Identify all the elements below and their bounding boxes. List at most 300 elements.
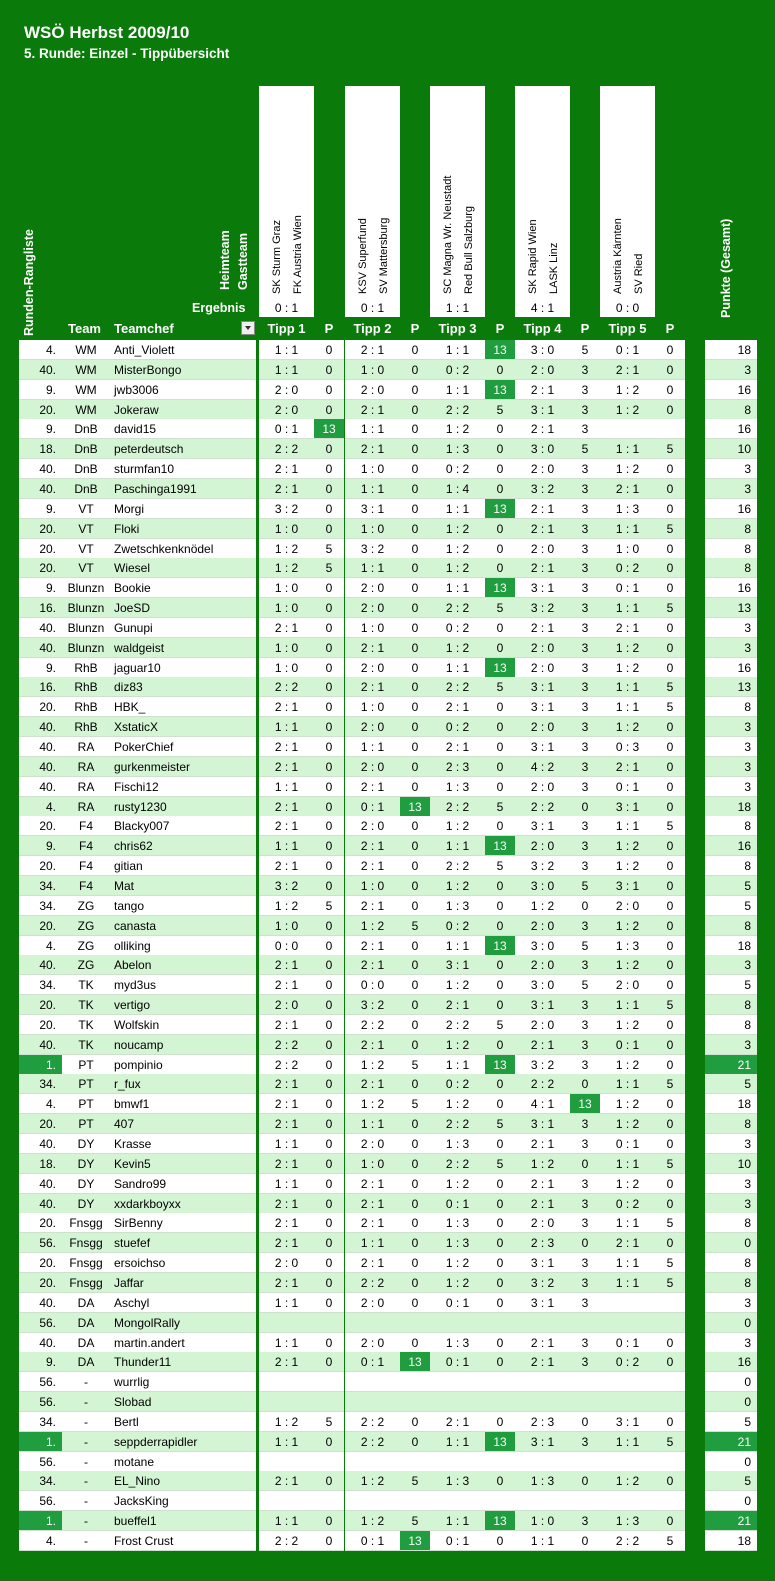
tipp-cell: 1 : 1 [600, 995, 655, 1015]
teamchef-cell: Slobad [110, 1392, 256, 1412]
points-cell: 0 [400, 598, 430, 618]
tipp-cell: 2 : 1 [600, 479, 655, 499]
points-cell: 0 [655, 896, 685, 916]
team-cell: WM [62, 340, 110, 360]
points-cell: 0 [314, 797, 344, 817]
rank-cell: 34. [19, 896, 62, 916]
team-cell: RhB [62, 717, 110, 737]
table-row [0, 1174, 775, 1194]
team-cell: DnB [62, 459, 110, 479]
rank-cell: 34. [19, 975, 62, 995]
points-cell: 0 [400, 777, 430, 797]
team-cell: - [62, 1372, 110, 1392]
points-cell: 0 [314, 816, 344, 836]
tipp-cell: 2 : 1 [259, 737, 314, 757]
tipp-cell: 1 : 3 [430, 1134, 485, 1154]
table-row [0, 1134, 775, 1154]
tipp-cell: 2 : 0 [345, 658, 400, 678]
tipp-cell: 2 : 0 [345, 816, 400, 836]
total-points-cell: 5 [705, 975, 757, 995]
tipp-cell [515, 1372, 570, 1392]
rank-cell: 9. [19, 419, 62, 439]
points-cell: 0 [400, 1015, 430, 1035]
table-row [0, 1471, 775, 1491]
tipp-cell: 2 : 0 [345, 717, 400, 737]
team-cell: PT [62, 1094, 110, 1114]
table-row [0, 459, 775, 479]
table-row [0, 1035, 775, 1055]
teamchef-cell: SirBenny [110, 1213, 256, 1233]
total-points-cell: 16 [705, 658, 757, 678]
rank-cell: 20. [19, 519, 62, 539]
table-row [0, 975, 775, 995]
table-row [0, 1352, 775, 1372]
points-cell: 0 [314, 439, 344, 459]
points-cell: 0 [314, 1432, 344, 1452]
team-cell: ZG [62, 936, 110, 956]
tipp-cell [515, 1313, 570, 1333]
tipp-cell: 2 : 2 [430, 1015, 485, 1035]
points-cell: 0 [655, 936, 685, 956]
points-cell: 0 [400, 1074, 430, 1094]
teamchef-cell: myd3us [110, 975, 256, 995]
rank-cell: 9. [19, 1352, 62, 1372]
teamchef-cell: jwb3006 [110, 380, 256, 400]
rank-cell: 9. [19, 658, 62, 678]
match-3-result: 1 : 1 [430, 300, 485, 317]
points-1-header: P [324, 321, 334, 336]
table-row [0, 757, 775, 777]
tipp-cell [430, 1392, 485, 1412]
total-points-cell: 3 [705, 1134, 757, 1154]
table-row [0, 1233, 775, 1253]
points-cell: 0 [655, 340, 685, 360]
team-cell: WM [62, 400, 110, 420]
table-row [0, 1531, 775, 1551]
points-4-header: P [580, 321, 590, 336]
points-cell: 0 [485, 1233, 515, 1253]
points-cell: 0 [655, 539, 685, 559]
tipp-cell [600, 419, 655, 439]
points-cell: 5 [400, 1471, 430, 1491]
total-points-cell: 0 [705, 1452, 757, 1472]
tipp-cell: 1 : 2 [600, 658, 655, 678]
team-cell: VT [62, 499, 110, 519]
rank-cell: 40. [19, 737, 62, 757]
total-points-cell: 18 [705, 1094, 757, 1114]
tipp-cell: 1 : 0 [345, 697, 400, 717]
teamchef-cell: PokerChief [110, 737, 256, 757]
tipp-cell: 1 : 2 [430, 1094, 485, 1114]
tipp-cell: 3 : 1 [600, 1412, 655, 1432]
points-cell: 3 [570, 419, 600, 439]
points-cell [400, 1313, 430, 1333]
points-cell: 5 [485, 400, 515, 420]
total-points-cell: 8 [705, 539, 757, 559]
tipp-cell: 2 : 2 [430, 677, 485, 697]
tipp-cell: 1 : 1 [345, 479, 400, 499]
tipp-cell: 2 : 1 [259, 797, 314, 817]
tipp-cell: 2 : 1 [345, 677, 400, 697]
team-cell: DY [62, 1134, 110, 1154]
tipp-cell: 1 : 2 [345, 1094, 400, 1114]
points-cell: 3 [570, 697, 600, 717]
points-cell: 5 [570, 876, 600, 896]
points-cell: 0 [485, 1253, 515, 1273]
tipp-cell: 1 : 0 [345, 459, 400, 479]
tipp-cell: 1 : 3 [430, 1213, 485, 1233]
total-points-cell: 8 [705, 558, 757, 578]
table-row [0, 936, 775, 956]
points-cell: 0 [314, 1134, 344, 1154]
table-row [0, 1313, 775, 1333]
team-cell: - [62, 1452, 110, 1472]
points-cell: 0 [485, 539, 515, 559]
tipp-cell: 2 : 0 [515, 777, 570, 797]
points-cell: 0 [314, 1273, 344, 1293]
points-cell: 0 [485, 479, 515, 499]
tipp-cell: 2 : 1 [345, 1035, 400, 1055]
tipp-cell: 1 : 1 [430, 1432, 485, 1452]
points-cell: 5 [314, 558, 344, 578]
tipp-cell: 1 : 2 [345, 916, 400, 936]
points-cell: 0 [314, 697, 344, 717]
points-cell [655, 1293, 685, 1313]
table-row [0, 677, 775, 697]
total-points-cell: 16 [705, 419, 757, 439]
points-cell [655, 1452, 685, 1472]
teamchef-cell: Morgi [110, 499, 256, 519]
rank-cell: 20. [19, 916, 62, 936]
team-cell: Fnsgg [62, 1253, 110, 1273]
tipp-cell: 2 : 0 [515, 836, 570, 856]
points-cell: 0 [485, 439, 515, 459]
points-cell: 0 [485, 1293, 515, 1313]
team-cell: - [62, 1412, 110, 1432]
tipp-cell: 2 : 1 [515, 499, 570, 519]
points-cell: 0 [314, 737, 344, 757]
match-4-box [515, 86, 570, 300]
points-cell [655, 1392, 685, 1412]
table-row [0, 519, 775, 539]
tipp-cell: 2 : 2 [430, 400, 485, 420]
tipp-cell [345, 1313, 400, 1333]
teamchef-cell: HBK_ [110, 697, 256, 717]
teamchef-cell: ersoichso [110, 1253, 256, 1273]
points-cell: 0 [655, 618, 685, 638]
tipp-cell: 2 : 1 [515, 519, 570, 539]
tipp-cell: 2 : 0 [345, 598, 400, 618]
match-1-away-team: FK Austria Wien [292, 215, 304, 294]
points-cell: 0 [314, 1174, 344, 1194]
points-cell: 0 [570, 1233, 600, 1253]
total-points-cell: 3 [705, 1035, 757, 1055]
points-cell: 0 [485, 1134, 515, 1154]
teamchef-cell: Mat [110, 876, 256, 896]
rank-cell: 40. [19, 1035, 62, 1055]
match-5-away-team: SV Ried [633, 253, 645, 294]
tipp-cell: 1 : 0 [345, 519, 400, 539]
tipp-cell: 0 : 1 [600, 1035, 655, 1055]
rank-cell: 4. [19, 1094, 62, 1114]
tipp-cell: 1 : 2 [345, 1055, 400, 1075]
tipp-cell: 1 : 3 [430, 896, 485, 916]
points-cell: 0 [485, 777, 515, 797]
rank-cell: 34. [19, 1471, 62, 1491]
total-points-cell: 8 [705, 1253, 757, 1273]
tipp-cell: 0 : 1 [430, 1531, 485, 1551]
rank-cell: 16. [19, 598, 62, 618]
tipp-cell: 3 : 1 [515, 1253, 570, 1273]
points-cell: 0 [314, 1015, 344, 1035]
team-cell: RhB [62, 658, 110, 678]
team-cell: - [62, 1432, 110, 1452]
tipp-cell: 2 : 2 [259, 1531, 314, 1551]
points-cell: 0 [655, 1114, 685, 1134]
total-points-cell: 5 [705, 1471, 757, 1491]
points-cell: 0 [485, 816, 515, 836]
tipp-cell: 1 : 1 [430, 836, 485, 856]
tipp-cell: 1 : 2 [600, 955, 655, 975]
tipp-3-header: Tipp 3 [438, 321, 477, 336]
tipp-cell: 0 : 1 [430, 1194, 485, 1214]
points-cell: 0 [314, 658, 344, 678]
tipp-cell: 1 : 2 [430, 1273, 485, 1293]
total-points-cell: 13 [705, 598, 757, 618]
tipp-cell: 1 : 3 [430, 1333, 485, 1353]
points-cell: 5 [655, 995, 685, 1015]
total-points-cell: 18 [705, 1531, 757, 1551]
tipp-cell: 1 : 2 [430, 519, 485, 539]
tipp-cell [345, 1372, 400, 1392]
team-cell: Blunzn [62, 578, 110, 598]
points-cell: 0 [400, 1035, 430, 1055]
table-row [0, 1452, 775, 1472]
team-cell: DA [62, 1313, 110, 1333]
points-cell: 3 [570, 1213, 600, 1233]
points-cell [570, 1372, 600, 1392]
points-cell: 0 [655, 1333, 685, 1353]
teamchef-cell: Frost Crust [110, 1531, 256, 1551]
tipp-cell: 2 : 0 [515, 539, 570, 559]
points-cell: 13 [485, 380, 515, 400]
rank-cell: 4. [19, 936, 62, 956]
team-cell: Fnsgg [62, 1213, 110, 1233]
points-cell: 13 [485, 1511, 515, 1531]
tipp-cell: 2 : 1 [259, 1213, 314, 1233]
teamchef-cell: Wiesel [110, 558, 256, 578]
rank-cell: 20. [19, 1273, 62, 1293]
team-cell: DnB [62, 419, 110, 439]
points-cell [314, 1372, 344, 1392]
points-cell [400, 1372, 430, 1392]
tipp-cell: 1 : 1 [600, 697, 655, 717]
table-row [0, 380, 775, 400]
rank-cell: 40. [19, 1333, 62, 1353]
tipp-cell: 2 : 2 [259, 439, 314, 459]
points-cell: 0 [400, 896, 430, 916]
total-points-cell: 16 [705, 836, 757, 856]
tipp-cell: 3 : 2 [515, 598, 570, 618]
points-cell: 0 [314, 519, 344, 539]
tipp-cell: 0 : 2 [600, 1194, 655, 1214]
tipp-cell: 0 : 2 [430, 717, 485, 737]
tipp-cell: 3 : 1 [515, 816, 570, 836]
points-cell: 3 [570, 816, 600, 836]
tipp-cell: 2 : 0 [515, 658, 570, 678]
points-cell: 5 [655, 1531, 685, 1551]
tipp-cell: 2 : 2 [345, 1015, 400, 1035]
points-cell: 0 [314, 638, 344, 658]
teamchef-cell: Bertl [110, 1412, 256, 1432]
points-cell: 5 [655, 677, 685, 697]
team-cell: - [62, 1471, 110, 1491]
points-cell: 0 [655, 1233, 685, 1253]
tipp-cell: 1 : 1 [259, 1333, 314, 1353]
tipp-cell: 1 : 0 [600, 539, 655, 559]
points-cell: 13 [485, 340, 515, 360]
points-cell: 0 [314, 1293, 344, 1313]
tipp-cell: 1 : 1 [430, 380, 485, 400]
teamchef-cell: tango [110, 896, 256, 916]
filter-dropdown-button[interactable] [241, 321, 255, 335]
tipp-cell: 1 : 1 [600, 1432, 655, 1452]
tipp-cell: 1 : 2 [430, 539, 485, 559]
tipp-cell: 2 : 1 [259, 1114, 314, 1134]
tipp-cell: 1 : 2 [600, 1094, 655, 1114]
points-cell: 0 [485, 757, 515, 777]
teamchef-cell: XstaticX [110, 717, 256, 737]
team-cell: F4 [62, 816, 110, 836]
rank-cell: 56. [19, 1392, 62, 1412]
tipp-cell: 1 : 1 [259, 836, 314, 856]
points-cell: 5 [570, 340, 600, 360]
tipp-cell: 1 : 4 [430, 479, 485, 499]
teamchef-cell: MongolRally [110, 1313, 256, 1333]
points-cell: 3 [570, 1055, 600, 1075]
match-1-home-team: SK Sturm Graz [271, 220, 283, 294]
tipp-cell: 1 : 2 [430, 419, 485, 439]
tipp-cell: 1 : 1 [259, 1432, 314, 1452]
match-4-home-team: SK Rapid Wien [527, 219, 539, 294]
tipp-cell: 1 : 2 [600, 459, 655, 479]
tipp-cell: 2 : 0 [515, 1213, 570, 1233]
table-row [0, 638, 775, 658]
total-points-cell: 16 [705, 380, 757, 400]
points-cell [314, 1313, 344, 1333]
tipp-cell: 1 : 2 [600, 1174, 655, 1194]
points-cell: 0 [400, 955, 430, 975]
team-cell: TK [62, 995, 110, 1015]
points-cell: 0 [314, 1213, 344, 1233]
rank-cell: 34. [19, 876, 62, 896]
points-cell [655, 419, 685, 439]
points-cell: 3 [570, 916, 600, 936]
tipp-cell: 2 : 0 [515, 717, 570, 737]
teamchef-cell: MisterBongo [110, 360, 256, 380]
tipp-cell: 2 : 1 [259, 697, 314, 717]
points-cell: 0 [314, 757, 344, 777]
points-cell: 0 [314, 1194, 344, 1214]
tipp-cell: 2 : 2 [430, 1154, 485, 1174]
points-cell: 0 [314, 360, 344, 380]
points-cell: 0 [655, 737, 685, 757]
tipp-cell: 2 : 2 [430, 598, 485, 618]
tipp-cell: 3 : 1 [515, 737, 570, 757]
points-cell: 0 [314, 975, 344, 995]
points-cell [570, 1491, 600, 1511]
teamchef-cell: xxdarkboyxx [110, 1194, 256, 1214]
total-points-cell: 3 [705, 479, 757, 499]
tipp-cell: 1 : 1 [259, 1174, 314, 1194]
tipp-cell: 1 : 0 [515, 1511, 570, 1531]
points-cell: 3 [570, 1174, 600, 1194]
total-points-cell: 8 [705, 400, 757, 420]
tipp-cell [515, 1392, 570, 1412]
rank-cell: 20. [19, 856, 62, 876]
tipp-1-header: Tipp 1 [267, 321, 306, 336]
points-cell: 5 [485, 1114, 515, 1134]
table-row [0, 916, 775, 936]
points-cell: 0 [655, 400, 685, 420]
tipp-cell: 1 : 1 [430, 499, 485, 519]
tipp-cell: 2 : 1 [259, 1074, 314, 1094]
points-cell: 0 [570, 1471, 600, 1491]
points-cell [655, 1372, 685, 1392]
total-points-cell: 3 [705, 618, 757, 638]
points-cell: 0 [400, 1194, 430, 1214]
team-cell: RA [62, 737, 110, 757]
points-cell: 5 [485, 677, 515, 697]
tipp-cell: 1 : 3 [430, 1233, 485, 1253]
points-cell: 0 [655, 916, 685, 936]
rank-cell: 1. [19, 1511, 62, 1531]
points-cell: 5 [570, 975, 600, 995]
total-points-cell: 16 [705, 578, 757, 598]
points-cell: 0 [400, 1233, 430, 1253]
tipp-cell: 3 : 1 [515, 1293, 570, 1313]
tipp-cell: 1 : 0 [345, 360, 400, 380]
points-cell: 0 [655, 479, 685, 499]
points-cell: 5 [655, 519, 685, 539]
table-row [0, 737, 775, 757]
team-cell: ZG [62, 916, 110, 936]
points-cell: 3 [570, 856, 600, 876]
points-cell: 0 [314, 459, 344, 479]
rank-cell: 20. [19, 400, 62, 420]
team-cell: Blunzn [62, 638, 110, 658]
team-cell: RA [62, 757, 110, 777]
tipp-cell: 0 : 1 [600, 777, 655, 797]
points-cell: 0 [314, 598, 344, 618]
points-cell [314, 1392, 344, 1412]
points-2-header: P [410, 321, 420, 336]
team-cell: ZG [62, 896, 110, 916]
tipp-cell: 1 : 1 [600, 1253, 655, 1273]
tipp-cell: 2 : 2 [345, 1273, 400, 1293]
tipp-cell: 2 : 1 [345, 439, 400, 459]
tipp-cell [345, 1452, 400, 1472]
tipp-cell: 2 : 1 [515, 618, 570, 638]
tipp-cell: 2 : 1 [515, 1194, 570, 1214]
points-cell: 0 [314, 1333, 344, 1353]
tipp-cell: 1 : 2 [345, 1511, 400, 1531]
points-cell: 0 [485, 1531, 515, 1551]
points-cell: 0 [314, 995, 344, 1015]
total-points-cell: 8 [705, 697, 757, 717]
tipp-cell: 2 : 1 [600, 1233, 655, 1253]
points-cell: 0 [314, 479, 344, 499]
